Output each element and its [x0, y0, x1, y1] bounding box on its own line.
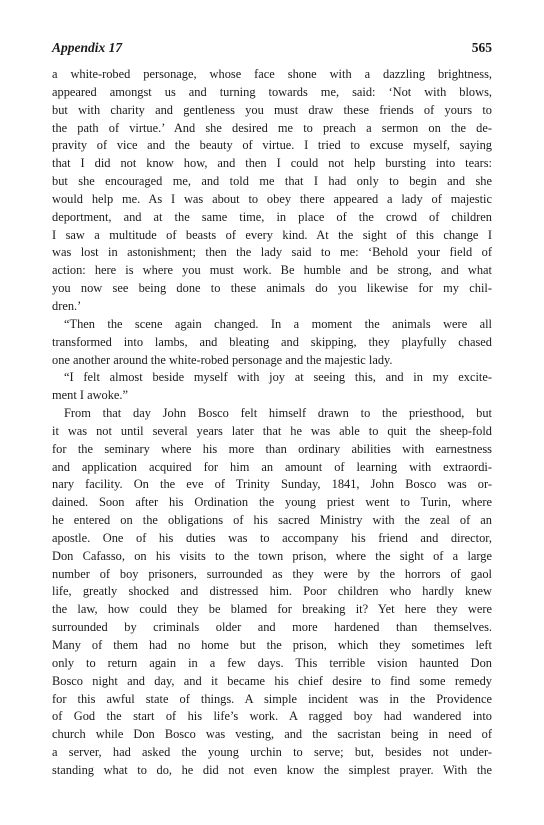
book-page	[52, 40, 492, 780]
text-line: ment I awoke.”	[52, 388, 129, 403]
text-line: and application acquired for him an amount of learning with extraordi-	[52, 459, 492, 474]
text-line: but with charity and gentleness you must draw these friends of yours to	[52, 102, 492, 117]
text-line: a server, had asked the young urchin to serve; but, besides not under-	[52, 745, 492, 760]
text-line: it was not until several years later that he was able to quit the sheep-fold	[52, 423, 492, 438]
text-line: church while Don Bosco was vesting, and the sacristan being in need of	[52, 727, 492, 742]
text-line: pravity of vice and the beauty of virtue. I tried to excuse myself, saying	[52, 138, 492, 153]
text-line: dren.’	[52, 298, 82, 313]
text-line: Don Cafasso, on his visits to the town prison, where the sight of a large	[52, 548, 492, 563]
text-line: Bosco night and day, and it became his chief desire to find some remedy	[52, 673, 492, 688]
text-line: “I felt almost beside myself with joy at seeing this, and in my excite-	[64, 370, 492, 385]
text-line: a white-robed personage, whose face shone with a dazzling brightness,	[52, 67, 492, 81]
text-line: the path of virtue.’ And she desired me to preach a sermon on the de-	[52, 120, 492, 135]
text-line: only to return again in a few days. This terrible vision haunted Don	[52, 655, 492, 670]
text-line: transformed into lambs, and bleating and skipping, they playfully chased	[52, 334, 492, 349]
body-text	[52, 66, 492, 780]
text-line: standing what to do, he did not even know the simplest prayer. With the	[52, 762, 492, 777]
text-line: number of boy prisoners, surrounded as they were by the horrors of gaol	[52, 566, 492, 581]
running-title: Appendix 17	[52, 40, 123, 55]
text-line: but she encouraged me, and told me that I had only to begin and she	[52, 174, 492, 189]
text-line: one another around the white-robed personage and the majestic lady.	[52, 352, 393, 367]
text-line: would help me. As I was about to obey there appeared a lady of majestic	[52, 191, 492, 206]
text-line: that I did not know how, and then I could not help bursting into tears:	[52, 156, 492, 171]
text-line: Many of them had no home but the prison, which they sometimes left	[52, 638, 492, 652]
page-number: 565	[471, 40, 492, 55]
text-line: appeared amongst us and turning towards me, said: ‘Not with blows,	[52, 84, 492, 99]
text-line: deportment, and at the same time, in place of the crowd of children	[52, 209, 492, 224]
text-line: life, greatly shocked and distressed him. Poor children who hardly knew	[52, 584, 492, 599]
running-head	[52, 40, 492, 62]
text-line: I saw a multitude of beasts of every kind. At the sight of this change I	[52, 227, 492, 242]
text-line: nary facility. On the eve of Trinity Sunday, 1841, John Bosco was or-	[52, 477, 492, 492]
text-line: you now see being done to these animals do you likewise for my chil-	[52, 281, 492, 296]
text-line: for the seminary where his more than ordinary abilities with earnestness	[52, 441, 492, 456]
text-line: of God the start of his life’s work. A ragged boy had wandered into	[52, 709, 492, 724]
text-line: apostle. One of his duties was to accompany his friend and director,	[52, 530, 492, 545]
text-line: “Then the scene again changed. In a moment the animals were all	[64, 316, 492, 331]
text-line: he entered on the obligations of his sacred Ministry with the zeal of an	[52, 513, 492, 528]
text-line: for this awful state of things. A simple incident was in the Providence	[52, 691, 492, 706]
text-line: surrounded by criminals older and more hardened than themselves.	[52, 620, 492, 635]
text-line: action: here is where you must work. Be humble and be strong, and what	[52, 263, 492, 278]
text-line: From that day John Bosco felt himself drawn to the priesthood, but	[64, 406, 492, 421]
text-line: was lost in astonishment; then the lady said to me: ‘Behold your field of	[52, 245, 492, 260]
text-line: dained. Soon after his Ordination the young priest went to Turin, where	[52, 495, 492, 510]
text-line: the law, how could they be blamed for breaking it? Yet here they were	[52, 602, 492, 617]
